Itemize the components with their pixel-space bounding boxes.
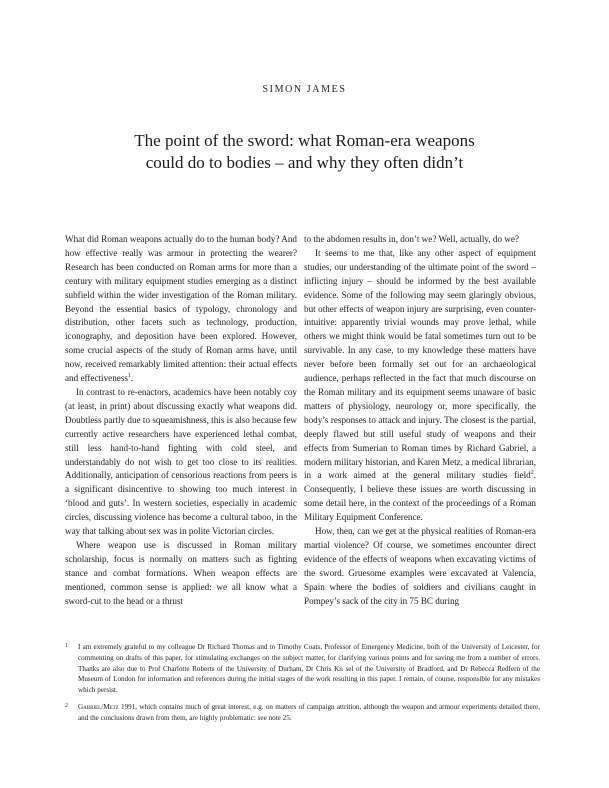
footnote <box>65 642 540 696</box>
paragraph <box>65 233 297 386</box>
paragraph: Where weapon use is discussed in Roman military scholarship, focus is normally on matters such as fighting stance and combat formations. When weapon effects are mentioned, common sense is applied: we all know what a sword-cut to the head or a thrust <box>65 539 297 606</box>
footnote <box>65 702 540 724</box>
paragraph <box>304 247 536 525</box>
footnote-ref[interactable]: 1 <box>127 373 131 380</box>
right-column <box>304 233 536 608</box>
footnote-text: 1991, which contains much of great interest, e.g. on matters of campaign attrition, although the weapon and armour experiments detailed there, and the conclusions drawn from them, are highly problematic: see note 25. <box>78 702 540 722</box>
paragraph-text-end: . Consequently, I believe these issues are worth discussing in some detail here, in the context of the proceedings of a Roman Military Equipment Conference. <box>304 470 536 523</box>
footnotes <box>65 642 540 730</box>
paragraph-text: What did Roman weapons actually do to the human body? And how effective really was armour in protecting the wearer? Research has been conducted on Roman arms for more than a century with military equipment studies emerging as a distinct subfield within the wider investigation of the Roman military. Beyond the essential basics of typology, chronology and distribution, other facets such as technology, production, iconography, and deposition have been explored. However, some crucial aspects of the study of Roman arms have, until now, received remarkably limited attention: their actual effects and effectiveness <box>65 234 297 384</box>
footnote-text: I am extremely grateful to my colleague Dr Richard Thomas and to Timothy Coats, Professor of Emergency Medicine, both of the University of Leicester, for commenting on drafts of this paper, for stimulating exchanges on the subject matter, for clarifying various points and for saving me from a number of errors. Thanks are also due to Prof Charlotte Roberts of the University of Durham, Dr Chris Kn sel of the University of Bradford, and Dr Rebecca Redfern of the Museum of London for information and references during the initial stages of the work resulting in this paper. I remain, of course, responsible for any mistakes which persist. <box>78 643 540 695</box>
left-column <box>65 233 297 608</box>
paragraph: How, then, can we get at the physical realities of Roman-era martial violence? Of course, we sometimes encounter direct evidence of the effects of weapons when excavating victims of the sword. Gruesome examples were excavated at Valencia, Spain where the bodies of soldiers and civilians caught in Pompey’s sack of the city in 75 BC during <box>304 526 536 606</box>
paper-title <box>60 130 549 174</box>
author-name: SIMON JAMES <box>262 84 347 95</box>
footnote-number: 1 <box>65 643 68 649</box>
paragraph: In contrast to re-enactors, academics have been notably coy (at least, in print) about discussing exactly what weapons did. Doubtless partly due to squeamishness, this is also because few currently active researchers have experienced lethal combat, still less hand-to-hand fighting with cold steel, and understandably do not wish to get too close to its realities. Additionally, anticipation of censorious reactions from peers is a significant disincentive to showing too much interest in ‘blood and guts’. In western societies, especially in academic circles, discussing violence has become a cultural taboo, in the way that talking about sex was in polite Victorian circles. <box>65 386 297 537</box>
title-line-2: could do to bodies – and why they often didn’t <box>145 153 464 172</box>
footnote-ref[interactable]: 2 <box>530 470 534 477</box>
footnote-number: 2 <box>65 702 68 709</box>
paragraph-text-end: . <box>130 373 134 384</box>
paragraph-text: It seems to me that, like any other aspect of equipment studies, our understanding of the ultimate point of the sword – inflicting injury – should be informed by the best available evidence. Some of the following may seem glaringly obvious, but other effects of weapon injury are surprising, even counter-intuitive: apparently trivial wounds may prove lethal, while others we might think would be fatal sometimes turn out to be survivable. In any case, to my knowledge these matters have never before been formally set out for an archaeological audience, perhaps reflected in the fact that much discourse on the Roman military and its equipment seems unaware of basic matters of physiology, neurology or, more specifically, the body’s responses to attack and injury. The closest is the partial, deeply flawed but still useful study of weapons and their effects from Sumerian to Roman times by Richard Gabriel, a modern military historian, and Karen Metz, a medical librarian, in a work aimed at the general military studies field <box>304 247 536 481</box>
footnote-citation: Gabriel/Metz <box>78 702 119 711</box>
title-line-1: The point of the sword: what Roman-era weapons <box>134 131 475 150</box>
paragraph: to the abdomen results in, don’t we? Well, actually, do we? <box>304 234 519 244</box>
